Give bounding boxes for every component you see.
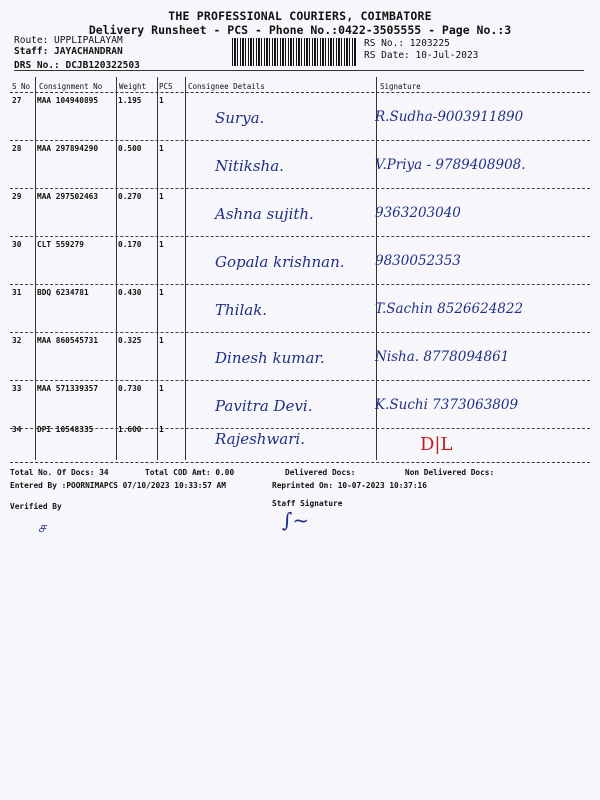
row-consignee: Surya. [215,109,265,127]
row-signature: V.Priya - 9789408908. [375,157,526,173]
verified-signature-icon: ச [38,520,46,536]
row-sno: 33 [12,384,22,393]
row-consignment: BDQ 6234781 [37,288,89,297]
row-signature: R.Sudha-9003911890 [375,109,524,125]
table-row [10,333,590,381]
staff-signature-label: Staff Signature [272,499,343,508]
row-consignment: MAA 297894290 [37,144,99,153]
row-consignment: MAA 104940895 [37,96,99,105]
col-header-consignee: Consignee Details [188,82,265,91]
row-pcs: 1 [159,240,164,249]
row-signature: 9830052353 [375,253,461,269]
row-consignment: MAA 571339357 [37,384,99,393]
total-cod: Total COD Amt: 0.00 [145,468,235,477]
row-weight: 0.500 [118,144,142,153]
row-pcs: 1 [159,288,164,297]
route-label: Route: UPPLIPALAYAM [14,35,123,46]
rs-date: RS Date: 10-Jul-2023 [364,50,479,61]
row-consignee: Rajeshwari. [215,430,305,448]
row-consignee: Thilak. [215,301,268,319]
staff-label: Staff: JAYACHANDRAN [14,46,123,57]
delivery-table [10,77,590,460]
row-weight: 1.195 [118,96,142,105]
row-consignee: Dinesh kumar. [215,349,325,367]
row-consignment: MAA 860545731 [37,336,99,345]
row-signature: 9363203040 [375,205,461,221]
table-row [10,285,590,333]
row-consignee: Ashna sujith. [215,205,314,223]
row-sno: 32 [12,336,22,345]
col-header-weight: Weight [119,82,147,91]
table-row [10,237,590,285]
drs-number: DRS No.: DCJB120322503 [14,60,140,71]
entered-by: Entered By :POORNIMAPCS 07/10/2023 10:33:57 AM [10,481,226,490]
table-row [10,422,590,460]
row-consignment: DPI 10548335 [37,425,94,434]
row-consignee: Nitiksha. [215,157,284,175]
row-pcs: 1 [159,425,164,434]
row-sno: 29 [12,192,22,201]
non-delivered-docs: Non Delivered Docs: [405,468,495,477]
row-consignee: Pavitra Devi. [215,397,313,415]
row-consignment: MAA 297502463 [37,192,99,201]
rs-number: RS No.: 1203225 [364,38,450,49]
row-consignee: Gopala krishnan. [215,253,345,271]
row-signature: T.Sachin 8526624822 [375,301,524,317]
row-pcs: 1 [159,192,164,201]
row-signature: K.Suchi 7373063809 [375,397,519,413]
table-row [10,141,590,189]
header-divider [14,70,584,71]
reprinted-on: Reprinted On: 10-07-2023 10:37:16 [272,481,427,490]
footer-divider [10,462,590,463]
row-sno: 27 [12,96,22,105]
row-weight: 0.270 [118,192,142,201]
col-header-pcs: PCS [159,82,173,91]
row-consignment: CLT 559279 [37,240,84,249]
company-title: THE PROFESSIONAL COURIERS, COIMBATORE [168,9,432,23]
row-weight: 0.325 [118,336,142,345]
row-signature: D|L [420,434,453,455]
staff-signature-icon: ∫~ [282,508,310,532]
row-weight: 0.170 [118,240,142,249]
row-signature: Nisha. 8778094861 [375,349,510,365]
row-sno: 28 [12,144,22,153]
row-weight: 0.730 [118,384,142,393]
row-sno: 34 [12,425,22,434]
runsheet-title: Delivery Runsheet - PCS - Phone No.:0422-3505555 - Page No.:3 [88,23,512,37]
row-pcs: 1 [159,96,164,105]
table-row [10,93,590,141]
col-header-consignment: Consignment No [39,82,103,91]
row-pcs: 1 [159,144,164,153]
col-header-sno: S No [12,82,31,91]
total-docs: Total No. Of Docs: 34 [10,468,109,477]
barcode-icon [232,38,357,66]
row-pcs: 1 [159,336,164,345]
row-pcs: 1 [159,384,164,393]
verified-by-label: Verified By [10,502,62,511]
row-sno: 30 [12,240,22,249]
col-header-signature: Signature [380,82,421,91]
row-sno: 31 [12,288,22,297]
row-weight: 0.430 [118,288,142,297]
row-weight: 1.600 [118,425,142,434]
table-row [10,189,590,237]
delivered-docs: Delivered Docs: [285,468,356,477]
